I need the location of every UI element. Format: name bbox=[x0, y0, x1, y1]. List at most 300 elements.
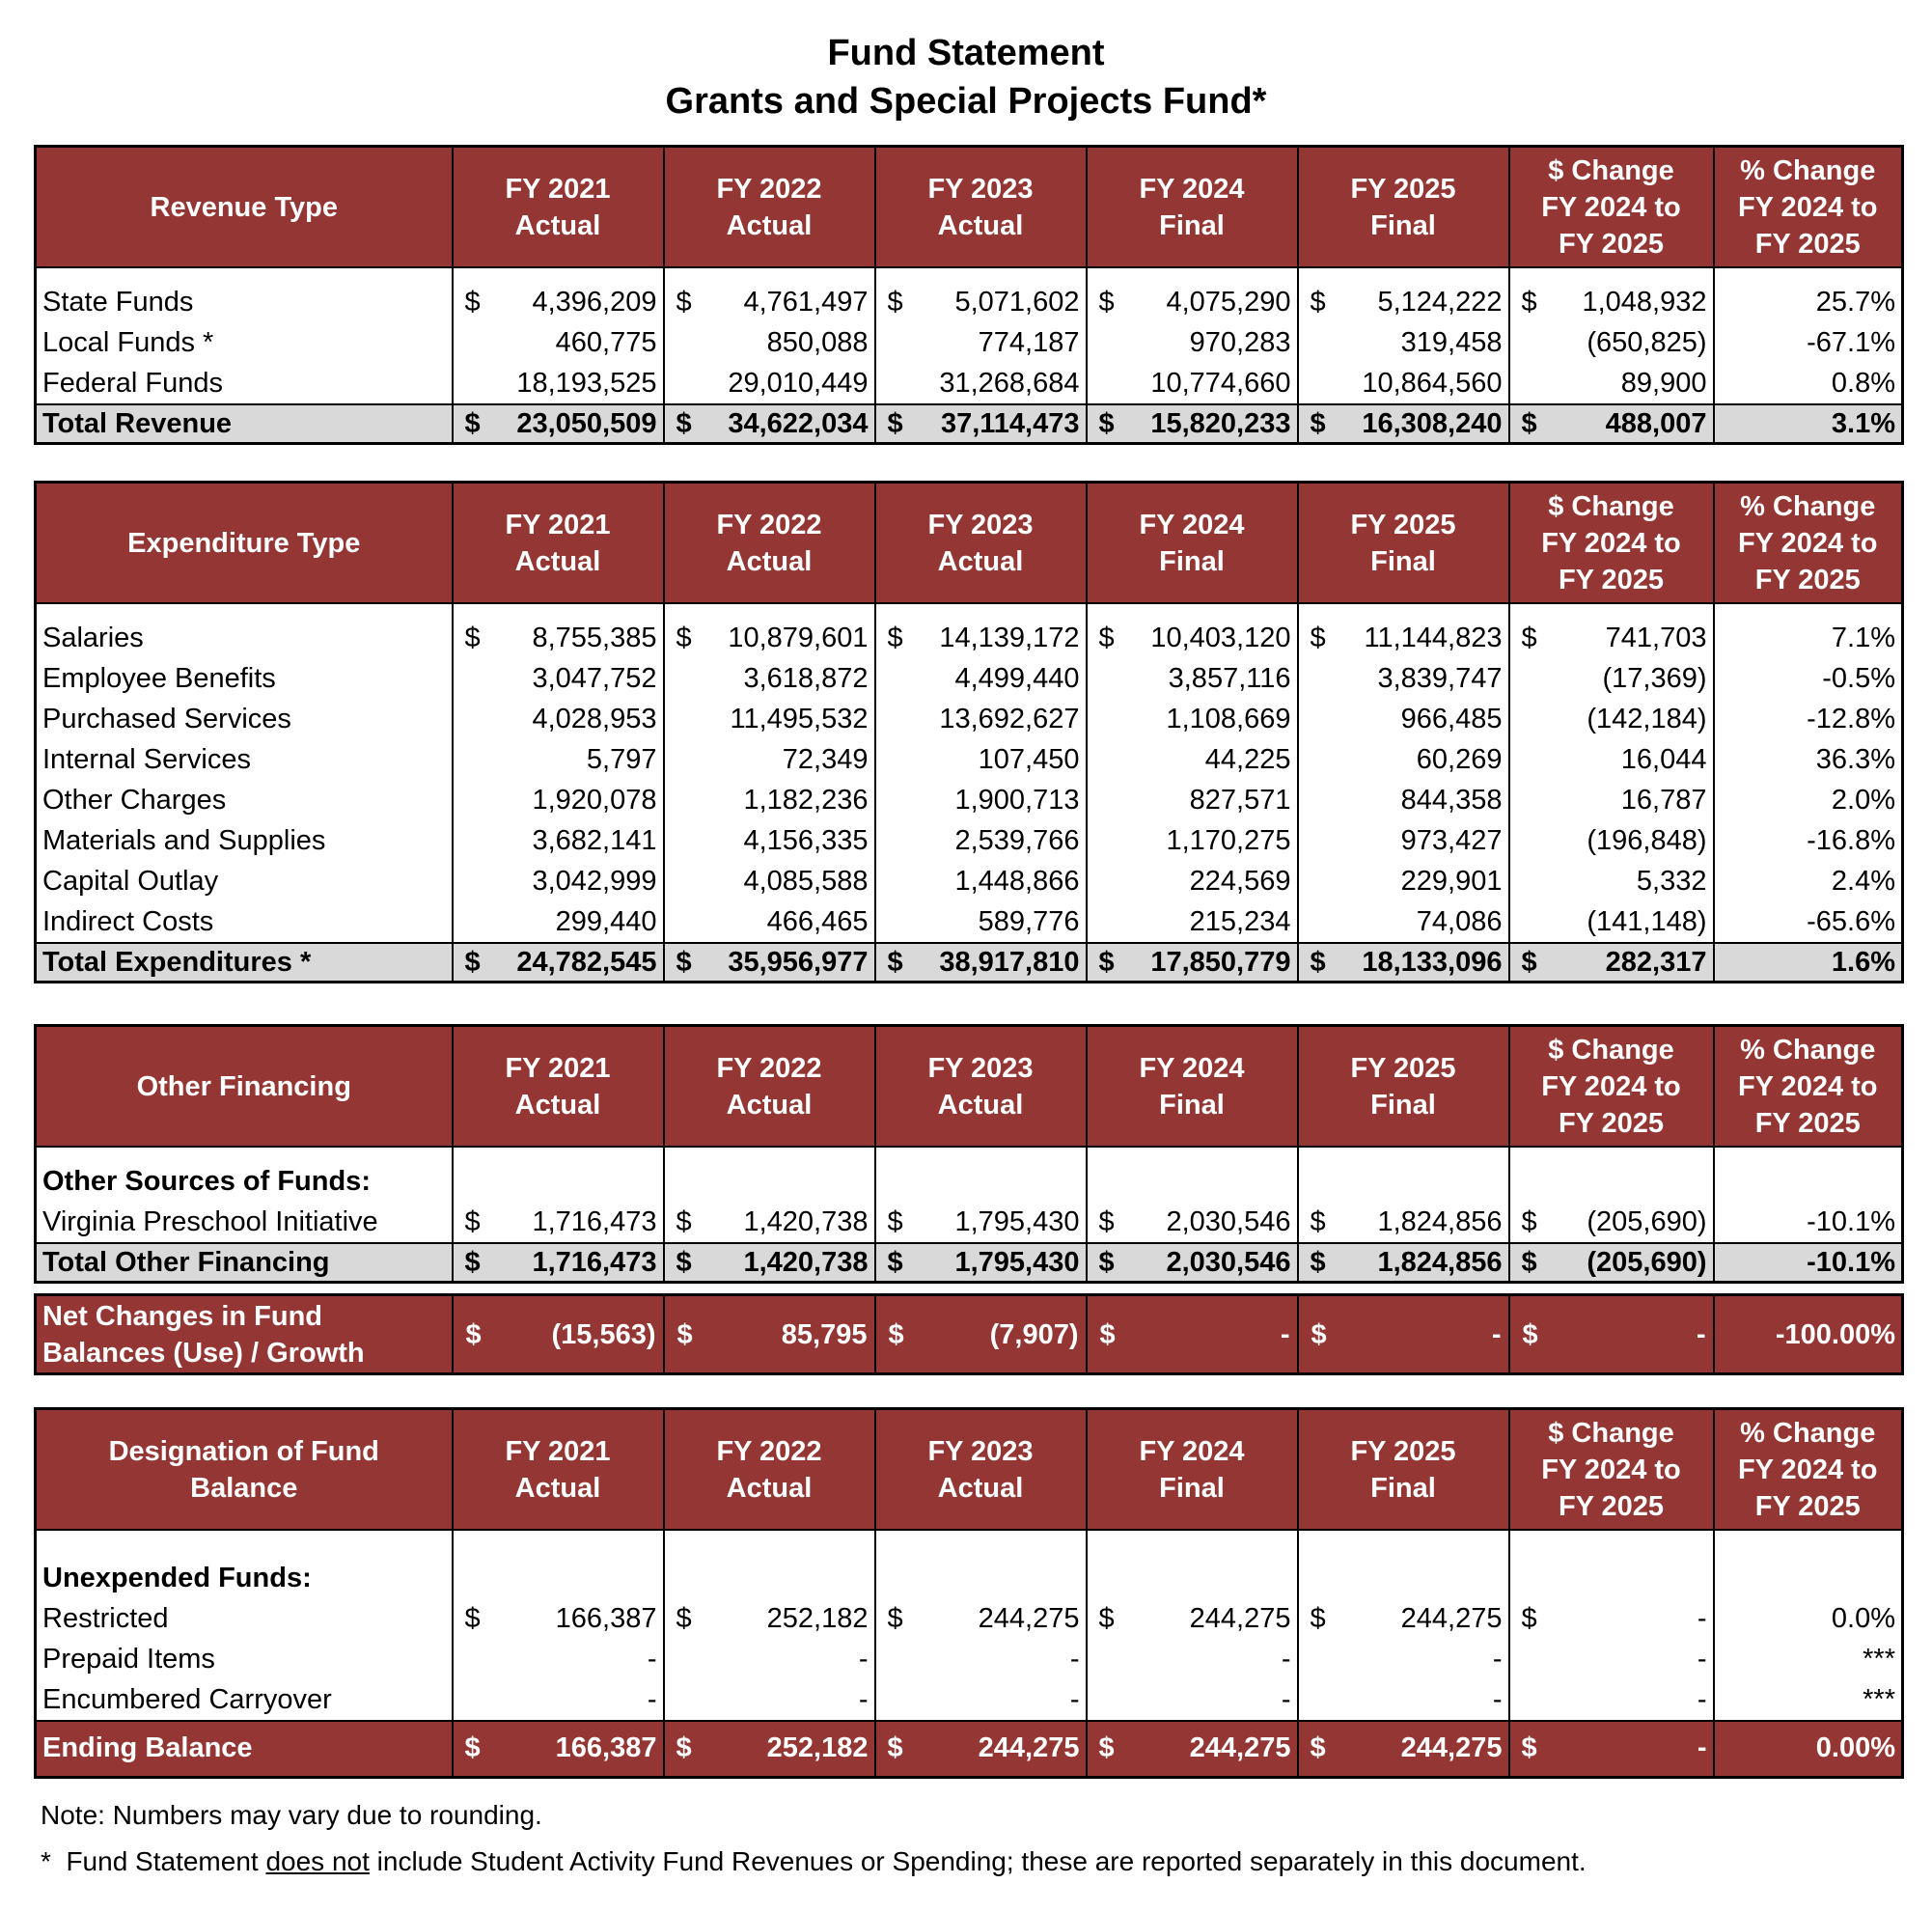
header-fy2023 bbox=[875, 1026, 1087, 1148]
value-cell bbox=[1509, 618, 1714, 658]
total-value: (205,690) bbox=[1587, 1247, 1707, 1278]
row-label: Restricted bbox=[36, 1598, 453, 1639]
header-dollar-change bbox=[1509, 483, 1714, 604]
cell-value: - bbox=[858, 1684, 869, 1715]
total-value-cell bbox=[1087, 1721, 1298, 1777]
pct-change-value: 0.8% bbox=[1714, 363, 1903, 404]
header-line: FY 2024 to bbox=[1541, 527, 1681, 559]
header-fy2024 bbox=[1087, 1026, 1298, 1148]
header-fy2022 bbox=[664, 147, 875, 268]
header-kind: Actual bbox=[514, 1089, 601, 1121]
header-kind: Actual bbox=[726, 1089, 813, 1121]
revenue-total-row bbox=[36, 404, 1903, 444]
total-value-cell bbox=[1298, 943, 1509, 983]
total-value-cell bbox=[875, 404, 1087, 444]
pct-change-value: 36.3% bbox=[1714, 739, 1903, 780]
currency-symbol: $ bbox=[1521, 1603, 1537, 1634]
currency-symbol: $ bbox=[676, 1732, 692, 1764]
cell-value: 850,088 bbox=[766, 327, 869, 358]
value-cell bbox=[875, 699, 1087, 739]
total-value: 2,030,546 bbox=[1166, 1247, 1291, 1278]
header-line: $ Change bbox=[1548, 1417, 1674, 1449]
cell-value: 4,761,497 bbox=[743, 287, 869, 318]
financing-subheader-row bbox=[36, 1161, 1903, 1202]
value-cell bbox=[453, 658, 664, 699]
pct-change-value: 25.7% bbox=[1714, 282, 1903, 322]
cell-value: - bbox=[1492, 1684, 1503, 1715]
value-cell bbox=[453, 1598, 664, 1639]
value-cell bbox=[453, 618, 664, 658]
value-cell bbox=[1509, 1679, 1714, 1721]
currency-symbol: $ bbox=[1098, 287, 1115, 318]
pct-change-value: -67.1% bbox=[1714, 322, 1903, 363]
total-value-cell bbox=[1087, 404, 1298, 444]
total-value-cell bbox=[453, 404, 664, 444]
cell-value: 1,900,713 bbox=[954, 785, 1080, 816]
header-dollar-change bbox=[1509, 1026, 1714, 1148]
row-label: Local Funds * bbox=[36, 322, 453, 363]
value-cell bbox=[875, 820, 1087, 861]
total-value-cell bbox=[664, 1243, 875, 1283]
header-line: % Change bbox=[1740, 1417, 1876, 1449]
total-value: 1,716,473 bbox=[532, 1247, 657, 1278]
cell-value: (650,825) bbox=[1587, 327, 1707, 358]
net-changes-row bbox=[36, 1295, 1903, 1374]
cell-value: - bbox=[1492, 1644, 1503, 1675]
cell-value: 244,275 bbox=[1400, 1603, 1503, 1634]
net-cell-dollar-change bbox=[1509, 1295, 1714, 1374]
value-cell bbox=[1087, 861, 1298, 901]
header-kind: Final bbox=[1159, 1089, 1225, 1121]
total-value-cell bbox=[1509, 943, 1714, 983]
value-cell bbox=[1298, 820, 1509, 861]
currency-symbol: $ bbox=[464, 287, 481, 318]
table-row bbox=[36, 363, 1903, 404]
cell-value: - bbox=[1281, 1644, 1291, 1675]
cell-value: 60,269 bbox=[1416, 744, 1503, 775]
cell-value: 5,332 bbox=[1636, 866, 1707, 897]
value-cell bbox=[875, 618, 1087, 658]
header-line: FY 2025 bbox=[1754, 228, 1861, 260]
revenue-header-row bbox=[36, 147, 1903, 268]
currency-symbol: $ bbox=[1310, 287, 1326, 318]
total-value: 34,622,034 bbox=[728, 408, 869, 439]
cell-value: 11,495,532 bbox=[730, 704, 869, 734]
value-cell bbox=[1087, 780, 1298, 820]
cell-value: 74,086 bbox=[1416, 906, 1503, 937]
total-pct-change: 3.1% bbox=[1714, 404, 1903, 444]
header-fy2024 bbox=[1087, 1409, 1298, 1531]
header-fy2022 bbox=[664, 483, 875, 604]
currency-symbol: $ bbox=[676, 1603, 692, 1634]
cell-value: 1,448,866 bbox=[954, 866, 1080, 897]
cell-value: 4,085,588 bbox=[743, 866, 869, 897]
value-cell bbox=[1087, 820, 1298, 861]
cell-value: 1,824,856 bbox=[1377, 1206, 1503, 1237]
header-line: FY 2025 bbox=[1754, 1490, 1861, 1522]
value-cell bbox=[453, 363, 664, 404]
cell-value: 10,403,120 bbox=[1150, 623, 1291, 653]
value-cell bbox=[1298, 363, 1509, 404]
cell-value: 4,396,209 bbox=[532, 287, 657, 318]
header-year: FY 2025 bbox=[1350, 1435, 1456, 1467]
designation-subheader: Unexpended Funds: bbox=[36, 1558, 453, 1598]
designation-subheader-row bbox=[36, 1558, 1903, 1598]
total-value: 1,824,856 bbox=[1377, 1247, 1503, 1278]
net-cell-fy2024 bbox=[1087, 1295, 1298, 1374]
currency-symbol: $ bbox=[464, 947, 481, 978]
header-year: FY 2024 bbox=[1139, 509, 1245, 540]
cell-value: 299,440 bbox=[555, 906, 657, 937]
table-row bbox=[36, 1679, 1903, 1721]
total-value: 35,956,977 bbox=[728, 947, 869, 978]
table-row bbox=[36, 658, 1903, 699]
header-fy2021 bbox=[453, 1026, 664, 1148]
cell-value: 10,774,660 bbox=[1150, 368, 1291, 399]
cell-value: 5,071,602 bbox=[954, 287, 1080, 318]
pct-change-value: -16.8% bbox=[1714, 820, 1903, 861]
header-kind: Actual bbox=[937, 1089, 1024, 1121]
cell-value: 4,028,953 bbox=[532, 704, 657, 734]
net-cell-fy2025 bbox=[1298, 1295, 1509, 1374]
pct-change-value: -0.5% bbox=[1714, 658, 1903, 699]
total-value-cell bbox=[1298, 404, 1509, 444]
header-line: FY 2024 to bbox=[1737, 191, 1878, 223]
total-value: 166,387 bbox=[555, 1732, 657, 1764]
header-year: FY 2023 bbox=[927, 1435, 1034, 1467]
footnote-emphasis: does not bbox=[265, 1846, 370, 1876]
header-line: FY 2025 bbox=[1558, 1107, 1665, 1139]
currency-symbol: $ bbox=[1099, 1318, 1116, 1350]
value-cell bbox=[664, 699, 875, 739]
header-kind: Final bbox=[1370, 1472, 1436, 1504]
table-row bbox=[36, 1639, 1903, 1679]
pct-change-value: 7.1% bbox=[1714, 618, 1903, 658]
value-cell bbox=[664, 780, 875, 820]
pct-change-value: -12.8% bbox=[1714, 699, 1903, 739]
currency-symbol: $ bbox=[1098, 623, 1115, 653]
cell-value: 1,795,430 bbox=[954, 1206, 1080, 1237]
header-kind: Final bbox=[1370, 1089, 1436, 1121]
value-cell bbox=[1298, 861, 1509, 901]
net-changes-label: Net Changes in Fund Balances (Use) / Growth bbox=[36, 1295, 453, 1374]
currency-symbol: $ bbox=[887, 1206, 903, 1237]
value-cell bbox=[1087, 739, 1298, 780]
total-value-cell bbox=[1509, 404, 1714, 444]
cell-value: 244,275 bbox=[1189, 1603, 1291, 1634]
cell-value: - bbox=[858, 1644, 869, 1675]
value-cell bbox=[1087, 1639, 1298, 1679]
footnote-prefix: * Fund Statement bbox=[41, 1846, 266, 1876]
value-cell bbox=[453, 820, 664, 861]
header-year: FY 2024 bbox=[1139, 1052, 1245, 1084]
value-cell bbox=[1509, 658, 1714, 699]
cell-value: 224,569 bbox=[1189, 866, 1291, 897]
cell-value: 31,268,684 bbox=[939, 368, 1080, 399]
header-kind: Final bbox=[1159, 209, 1225, 241]
currency-symbol: $ bbox=[676, 1206, 692, 1237]
total-value: 488,007 bbox=[1605, 408, 1707, 439]
header-line: FY 2024 to bbox=[1541, 191, 1681, 223]
cell-value: 2,539,766 bbox=[954, 825, 1080, 856]
net-cell-fy2022 bbox=[664, 1295, 875, 1374]
cell-value: 3,618,872 bbox=[743, 663, 869, 694]
header-pct-change bbox=[1714, 1409, 1903, 1531]
value-cell bbox=[875, 1598, 1087, 1639]
header-line: $ Change bbox=[1548, 154, 1674, 186]
financing-total-row bbox=[36, 1243, 1903, 1283]
header-fy2024 bbox=[1087, 147, 1298, 268]
currency-symbol: $ bbox=[1098, 1603, 1115, 1634]
cell-value: 4,156,335 bbox=[743, 825, 869, 856]
row-label: Prepaid Items bbox=[36, 1639, 453, 1679]
header-pct-change bbox=[1714, 147, 1903, 268]
value-cell bbox=[875, 658, 1087, 699]
currency-symbol: $ bbox=[676, 408, 692, 439]
currency-symbol: $ bbox=[888, 1318, 904, 1350]
cell-value: 3,047,752 bbox=[532, 663, 657, 694]
expenditure-header-label bbox=[36, 483, 453, 604]
header-year: FY 2021 bbox=[505, 1052, 611, 1084]
value-cell bbox=[453, 861, 664, 901]
value-cell bbox=[875, 322, 1087, 363]
row-label: Encumbered Carryover bbox=[36, 1679, 453, 1721]
total-value: 244,275 bbox=[1400, 1732, 1503, 1764]
value-cell bbox=[1298, 1639, 1509, 1679]
value-cell bbox=[875, 739, 1087, 780]
page-title: Fund Statement bbox=[827, 33, 1105, 73]
currency-symbol: $ bbox=[1521, 1247, 1537, 1278]
currency-symbol: $ bbox=[1521, 287, 1537, 318]
table-row bbox=[36, 1598, 1903, 1639]
currency-symbol: $ bbox=[1521, 1206, 1537, 1237]
value-cell bbox=[453, 282, 664, 322]
cell-value: 973,427 bbox=[1400, 825, 1503, 856]
cell-value: 1,182,236 bbox=[743, 785, 869, 816]
table-row bbox=[36, 1202, 1903, 1243]
row-label: Salaries bbox=[36, 618, 453, 658]
value-cell bbox=[664, 820, 875, 861]
currency-symbol: $ bbox=[887, 947, 903, 978]
total-value-cell bbox=[1087, 1243, 1298, 1283]
cell-value: - bbox=[1069, 1644, 1080, 1675]
header-text: Designation of Fund Balance bbox=[108, 1435, 379, 1504]
cell-value: 966,485 bbox=[1400, 704, 1503, 734]
financing-header-label bbox=[36, 1026, 453, 1148]
value-cell bbox=[453, 322, 664, 363]
value-cell bbox=[875, 1639, 1087, 1679]
table-row bbox=[36, 618, 1903, 658]
cell-value: 4,075,290 bbox=[1166, 287, 1291, 318]
header-pct-change bbox=[1714, 483, 1903, 604]
value-cell bbox=[1509, 861, 1714, 901]
cell-value: 741,703 bbox=[1605, 623, 1707, 653]
row-label: Internal Services bbox=[36, 739, 453, 780]
cell-value: 774,187 bbox=[978, 327, 1080, 358]
value-cell bbox=[1509, 1639, 1714, 1679]
header-fy2021 bbox=[453, 1409, 664, 1531]
total-value-cell bbox=[1509, 1243, 1714, 1283]
total-value-cell bbox=[1087, 943, 1298, 983]
value-cell bbox=[1087, 699, 1298, 739]
revenue-header-label bbox=[36, 147, 453, 268]
value-cell bbox=[1509, 1598, 1714, 1639]
value-cell bbox=[1087, 658, 1298, 699]
currency-symbol: $ bbox=[1521, 408, 1537, 439]
header-kind: Actual bbox=[937, 1472, 1024, 1504]
header-line: FY 2024 to bbox=[1541, 1070, 1681, 1102]
cell-value: 970,283 bbox=[1189, 327, 1291, 358]
net-cell-fy2021 bbox=[453, 1295, 664, 1374]
header-kind: Actual bbox=[514, 1472, 601, 1504]
net-value-fy2021: (15,563) bbox=[551, 1318, 656, 1350]
designation-total-row bbox=[36, 1721, 1903, 1777]
header-kind: Final bbox=[1370, 545, 1436, 577]
header-fy2025 bbox=[1298, 1026, 1509, 1148]
cell-value: 1,920,078 bbox=[532, 785, 657, 816]
header-year: FY 2021 bbox=[505, 173, 611, 205]
value-cell bbox=[664, 1202, 875, 1243]
header-year: FY 2022 bbox=[716, 1435, 822, 1467]
total-value: 24,782,545 bbox=[516, 947, 657, 978]
cell-value: 827,571 bbox=[1189, 785, 1291, 816]
header-kind: Actual bbox=[726, 545, 813, 577]
value-cell bbox=[875, 1202, 1087, 1243]
cell-value: 13,692,627 bbox=[939, 704, 1080, 734]
total-value: 244,275 bbox=[1189, 1732, 1291, 1764]
currency-symbol: $ bbox=[1098, 947, 1115, 978]
header-text: Expenditure Type bbox=[127, 527, 361, 559]
cell-value: - bbox=[647, 1644, 657, 1675]
cell-value: 14,139,172 bbox=[939, 623, 1080, 653]
currency-symbol: $ bbox=[1310, 408, 1326, 439]
currency-symbol: $ bbox=[1310, 1206, 1326, 1237]
pct-change-value: -10.1% bbox=[1714, 1202, 1903, 1243]
net-cell-fy2023 bbox=[875, 1295, 1087, 1374]
total-pct-change: -10.1% bbox=[1714, 1243, 1903, 1283]
value-cell bbox=[1509, 820, 1714, 861]
currency-symbol: $ bbox=[887, 1603, 903, 1634]
header-line: FY 2025 bbox=[1754, 1107, 1861, 1139]
row-label: Capital Outlay bbox=[36, 861, 453, 901]
table-row bbox=[36, 901, 1903, 943]
cell-value: 10,864,560 bbox=[1362, 368, 1503, 399]
value-cell bbox=[1298, 1202, 1509, 1243]
expenditure-header-row bbox=[36, 483, 1903, 604]
header-fy2021 bbox=[453, 147, 664, 268]
pct-change-value: *** bbox=[1714, 1679, 1903, 1721]
pct-change-value: *** bbox=[1714, 1639, 1903, 1679]
net-value-fy2025: - bbox=[1491, 1318, 1502, 1350]
header-fy2021 bbox=[453, 483, 664, 604]
table-row bbox=[36, 322, 1903, 363]
pct-change-value: 2.0% bbox=[1714, 780, 1903, 820]
value-cell bbox=[875, 1679, 1087, 1721]
cell-value: 1,420,738 bbox=[743, 1206, 869, 1237]
header-fy2022 bbox=[664, 1026, 875, 1148]
value-cell bbox=[1509, 1202, 1714, 1243]
row-label: Other Charges bbox=[36, 780, 453, 820]
header-year: FY 2021 bbox=[505, 1435, 611, 1467]
value-cell bbox=[1509, 780, 1714, 820]
value-cell bbox=[875, 363, 1087, 404]
currency-symbol: $ bbox=[464, 1603, 481, 1634]
table-row bbox=[36, 739, 1903, 780]
header-line: FY 2024 to bbox=[1737, 1454, 1878, 1485]
value-cell bbox=[664, 658, 875, 699]
currency-symbol: $ bbox=[1098, 1247, 1115, 1278]
header-year: FY 2024 bbox=[1139, 173, 1245, 205]
header-fy2025 bbox=[1298, 1409, 1509, 1531]
header-pct-change bbox=[1714, 1026, 1903, 1148]
pct-change-value: -65.6% bbox=[1714, 901, 1903, 943]
value-cell bbox=[1298, 658, 1509, 699]
designation-header-label bbox=[36, 1409, 453, 1531]
header-year: FY 2022 bbox=[716, 509, 822, 540]
value-cell bbox=[1087, 1598, 1298, 1639]
header-kind: Actual bbox=[937, 545, 1024, 577]
total-value-cell bbox=[1298, 1243, 1509, 1283]
cell-value: 29,010,449 bbox=[728, 368, 869, 399]
cell-value: 16,787 bbox=[1620, 785, 1707, 816]
total-label: Total Revenue bbox=[36, 404, 453, 444]
currency-symbol: $ bbox=[676, 947, 692, 978]
currency-symbol: $ bbox=[676, 1247, 692, 1278]
cell-value: 215,234 bbox=[1189, 906, 1291, 937]
value-cell bbox=[1298, 739, 1509, 780]
value-cell bbox=[664, 618, 875, 658]
value-cell bbox=[1087, 1679, 1298, 1721]
cell-value: - bbox=[1697, 1644, 1707, 1675]
header-kind: Actual bbox=[514, 545, 601, 577]
total-value-cell bbox=[664, 1721, 875, 1777]
total-value-cell bbox=[875, 1721, 1087, 1777]
cell-value: - bbox=[1697, 1684, 1707, 1715]
total-value: 252,182 bbox=[766, 1732, 869, 1764]
value-cell bbox=[1509, 739, 1714, 780]
table-row bbox=[36, 699, 1903, 739]
row-label: Indirect Costs bbox=[36, 901, 453, 943]
total-value-cell bbox=[664, 943, 875, 983]
table-row bbox=[36, 282, 1903, 322]
currency-symbol: $ bbox=[676, 623, 692, 653]
cell-value: 466,465 bbox=[766, 906, 869, 937]
value-cell bbox=[875, 861, 1087, 901]
currency-symbol: $ bbox=[1098, 1732, 1115, 1764]
cell-value: 1,048,932 bbox=[1582, 287, 1707, 318]
header-year: FY 2023 bbox=[927, 173, 1034, 205]
header-year: FY 2023 bbox=[927, 509, 1034, 540]
value-cell bbox=[453, 699, 664, 739]
header-kind: Actual bbox=[726, 1472, 813, 1504]
value-cell bbox=[1298, 901, 1509, 943]
cell-value: 844,358 bbox=[1400, 785, 1503, 816]
cell-value: (205,690) bbox=[1587, 1206, 1707, 1237]
cell-value: 229,901 bbox=[1400, 866, 1503, 897]
cell-value: 3,857,116 bbox=[1168, 663, 1291, 694]
cell-value: 319,458 bbox=[1400, 327, 1503, 358]
header-line: FY 2024 to bbox=[1737, 1070, 1878, 1102]
value-cell bbox=[875, 282, 1087, 322]
cell-value: 89,900 bbox=[1620, 368, 1707, 399]
total-value-cell bbox=[453, 943, 664, 983]
total-value: 1,795,430 bbox=[954, 1247, 1080, 1278]
total-value-cell bbox=[1298, 1721, 1509, 1777]
value-cell bbox=[875, 901, 1087, 943]
header-year: FY 2025 bbox=[1350, 509, 1456, 540]
header-fy2023 bbox=[875, 147, 1087, 268]
cell-value: (17,369) bbox=[1602, 663, 1707, 694]
